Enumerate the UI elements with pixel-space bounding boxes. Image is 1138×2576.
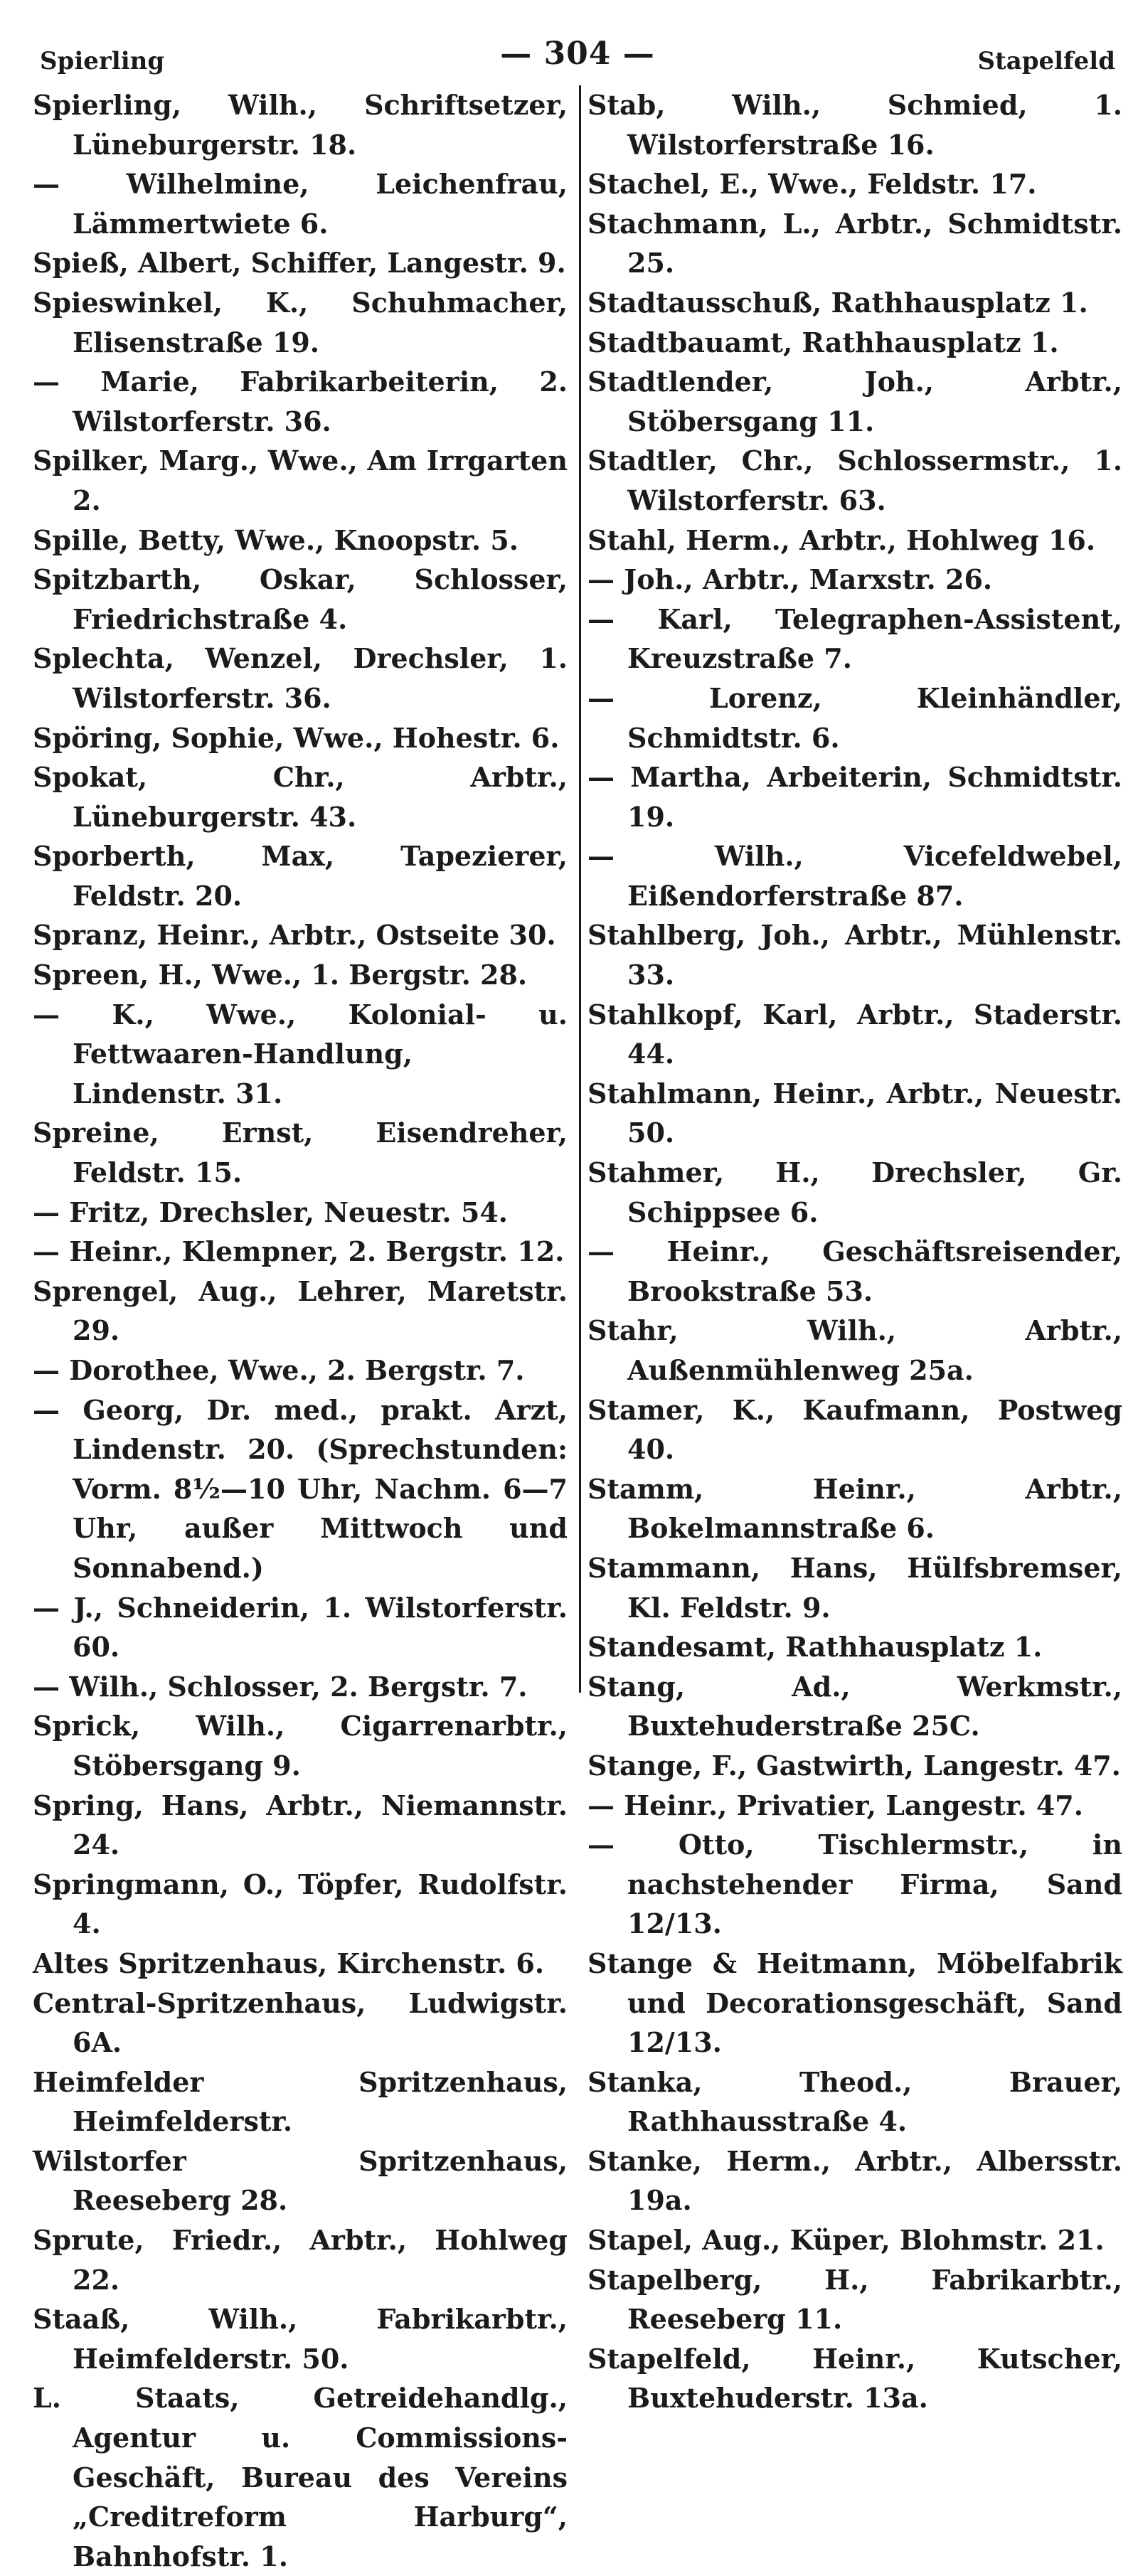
directory-entry: Wilstorfer Spritzenhaus, Reeseberg 28. (33, 2144, 568, 2217)
directory-entry: L. Staats, Getreidehandlg., Agentur u. Commissions-Geschäft, Bureau des Vereins „Creditreform Harburg“, Bahnhofstr. 1. (33, 2382, 568, 2572)
directory-entry: Stahlmann, Heinr., Arbtr., Neuestr. 50. (587, 1077, 1122, 1149)
directory-entry: Sprengel, Aug., Lehrer, Maretstr. 29. (33, 1274, 568, 1347)
directory-entry: — Heinr., Klempner, 2. Bergstr. 12. (33, 1235, 565, 1268)
directory-entry: Stange & Heitmann, Möbelfabrik und Decorationsgeschäft, Sand 12/13. (587, 1947, 1122, 2059)
directory-entry: Spranz, Heinr., Arbtr., Ostseite 30. (33, 919, 556, 952)
directory-entry: Sporberth, Max, Tapezierer, Feldstr. 20. (33, 840, 568, 912)
directory-entry: — Dorothee, Wwe., 2. Bergstr. 7. (33, 1354, 525, 1386)
directory-entry: Standesamt, Rathhausplatz 1. (587, 1631, 1043, 1664)
directory-entry: — Heinr., Geschäftsreisender, Brookstraße 53. (587, 1235, 1122, 1307)
directory-entry: — Otto, Tischlermstr., in nachstehender Firma, Sand 12/13. (587, 1829, 1122, 1940)
directory-entry: Stamer, K., Kaufmann, Postweg 40. (587, 1393, 1122, 1466)
directory-entry: Spieswinkel, K., Schuhmacher, Elisenstraße 19. (33, 286, 568, 358)
directory-entry: Stanka, Theod., Brauer, Rathhausstraße 4. (587, 2065, 1122, 2138)
directory-entry: Stadtausschuß, Rathhausplatz 1. (587, 286, 1088, 319)
directory-entry: Sprick, Wilh., Cigarrenarbtr., Stöbersgang 9. (33, 1710, 568, 1782)
directory-entry: Spreen, H., Wwe., 1. Bergstr. 28. (33, 959, 528, 991)
directory-entry: Spreine, Ernst, Eisendreher, Feldstr. 15. (33, 1117, 568, 1189)
directory-entry: Spokat, Chr., Arbtr., Lüneburgerstr. 43. (33, 761, 568, 833)
directory-entry: Stahmer, H., Drechsler, Gr. Schippsee 6. (587, 1156, 1122, 1228)
directory-entry: Springmann, O., Töpfer, Rudolfstr. 4. (33, 1868, 568, 1940)
directory-entry: — Karl, Telegraphen-Assistent, Kreuzstraße 7. (587, 602, 1122, 675)
header-first-entry: Spierling (40, 47, 165, 75)
directory-entry: Stahlberg, Joh., Arbtr., Mühlenstr. 33. (587, 919, 1122, 991)
directory-entry: — Marie, Fabrikarbeiterin, 2. Wilstorferstr. 36. (33, 366, 568, 437)
directory-entry: — J., Schneiderin, 1. Wilstorferstr. 60. (33, 1591, 568, 1664)
directory-entry: Spilker, Marg., Wwe., Am Irrgarten 2. (33, 445, 568, 516)
directory-entry: Spitzbarth, Oskar, Schlosser, Friedrichstraße 4. (33, 563, 568, 635)
directory-entry: Stadtbauamt, Rathhausplatz 1. (587, 326, 1059, 358)
page-header (33, 26, 1122, 85)
directory-entry: Spring, Hans, Arbtr., Niemannstr. 24. (33, 1789, 568, 1861)
directory-entry: Stadtlender, Joh., Arbtr., Stöbersgang 11. (587, 366, 1122, 437)
directory-entry: — Joh., Arbtr., Marxstr. 26. (587, 563, 993, 596)
directory-entry: Stahlkopf, Karl, Arbtr., Staderstr. 44. (587, 998, 1122, 1070)
left-column (33, 85, 578, 2576)
directory-entry: — K., Wwe., Kolonial- u. Fettwaaren-Handlung, Lindenstr. 31. (33, 998, 568, 1109)
directory-entry: Stapelfeld, Heinr., Kutscher, Buxtehuderstr. 13a. (587, 2342, 1122, 2415)
page-number: — 304 — (500, 36, 655, 72)
directory-entry: — Wilh., Schlosser, 2. Bergstr. 7. (33, 1670, 528, 1703)
directory-entry: Stachel, E., Wwe., Feldstr. 17. (587, 168, 1037, 201)
directory-entry: Central-Spritzenhaus, Ludwigstr. 6A. (33, 1986, 568, 2059)
directory-entry: Staaß, Wilh., Fabrikarbtr., Heimfelderstr. 50. (33, 2303, 568, 2375)
right-column (578, 85, 1122, 2576)
directory-entry: Stamm, Heinr., Arbtr., Bokelmannstraße 6. (587, 1472, 1122, 1545)
directory-entry: — Lorenz, Kleinhändler, Schmidtstr. 6. (587, 681, 1122, 754)
directory-entry: Stange, F., Gastwirth, Langestr. 47. (587, 1749, 1121, 1782)
directory-entry: Stapelberg, H., Fabrikarbtr., Reeseberg 11. (587, 2263, 1122, 2336)
directory-entry: — Fritz, Drechsler, Neuestr. 54. (33, 1196, 508, 1228)
header-last-entry: Stapelfeld (977, 47, 1115, 75)
entry-columns (33, 85, 1122, 2576)
directory-entry: Stachmann, L., Arbtr., Schmidtstr. 25. (587, 207, 1122, 280)
directory-entry: Stanke, Herm., Arbtr., Albersstr. 19a. (587, 2144, 1122, 2217)
directory-entry: Spierling, Wilh., Schriftsetzer, Lüneburgerstr. 18. (33, 89, 568, 161)
directory-entry: Stab, Wilh., Schmied, 1. Wilstorferstraße 16. (587, 89, 1122, 161)
directory-entry: Spille, Betty, Wwe., Knoopstr. 5. (33, 523, 519, 556)
directory-entry: Altes Spritzenhaus, Kirchenstr. 6. (33, 1947, 545, 1979)
directory-entry: — Wilhelmine, Leichenfrau, Lämmertwiete 6. (33, 168, 568, 240)
directory-entry: Stahr, Wilh., Arbtr., Außenmühlenweg 25a. (587, 1314, 1122, 1386)
directory-entry: Splechta, Wenzel, Drechsler, 1. Wilstorferstr. 36. (33, 642, 568, 714)
directory-entry: — Heinr., Privatier, Langestr. 47. (587, 1789, 1083, 1821)
directory-entry: Spöring, Sophie, Wwe., Hohestr. 6. (33, 721, 560, 754)
column-divider (579, 85, 581, 1693)
directory-entry: Stahl, Herm., Arbtr., Hohlweg 16. (587, 523, 1096, 556)
directory-entry: Spieß, Albert, Schiffer, Langestr. 9. (33, 247, 566, 280)
directory-entry: — Georg, Dr. med., prakt. Arzt, Lindenstr. 20. (Sprechstunden: Vorm. 8½—10 Uhr, Nachm. 6—7 Uhr, außer Mittwoch und Sonnabend.) (33, 1393, 568, 1584)
directory-entry: — Martha, Arbeiterin, Schmidtstr. 19. (587, 761, 1122, 833)
directory-entry: Heimfelder Spritzenhaus, Heimfelderstr. (33, 2065, 568, 2138)
directory-entry: Sprute, Friedr., Arbtr., Hohlweg 22. (33, 2224, 568, 2296)
directory-entry: — Wilh., Vicefeldwebel, Eißendorferstraße 87. (587, 840, 1122, 912)
directory-entry: Stapel, Aug., Küper, Blohmstr. 21. (587, 2224, 1105, 2257)
directory-entry: Stadtler, Chr., Schlossermstr., 1. Wilstorferstr. 63. (587, 445, 1122, 516)
directory-entry: Stammann, Hans, Hülfsbremser, Kl. Feldstr. 9. (587, 1551, 1122, 1624)
directory-entry: Stang, Ad., Werkmstr., Buxtehuderstraße 25C. (587, 1670, 1122, 1742)
